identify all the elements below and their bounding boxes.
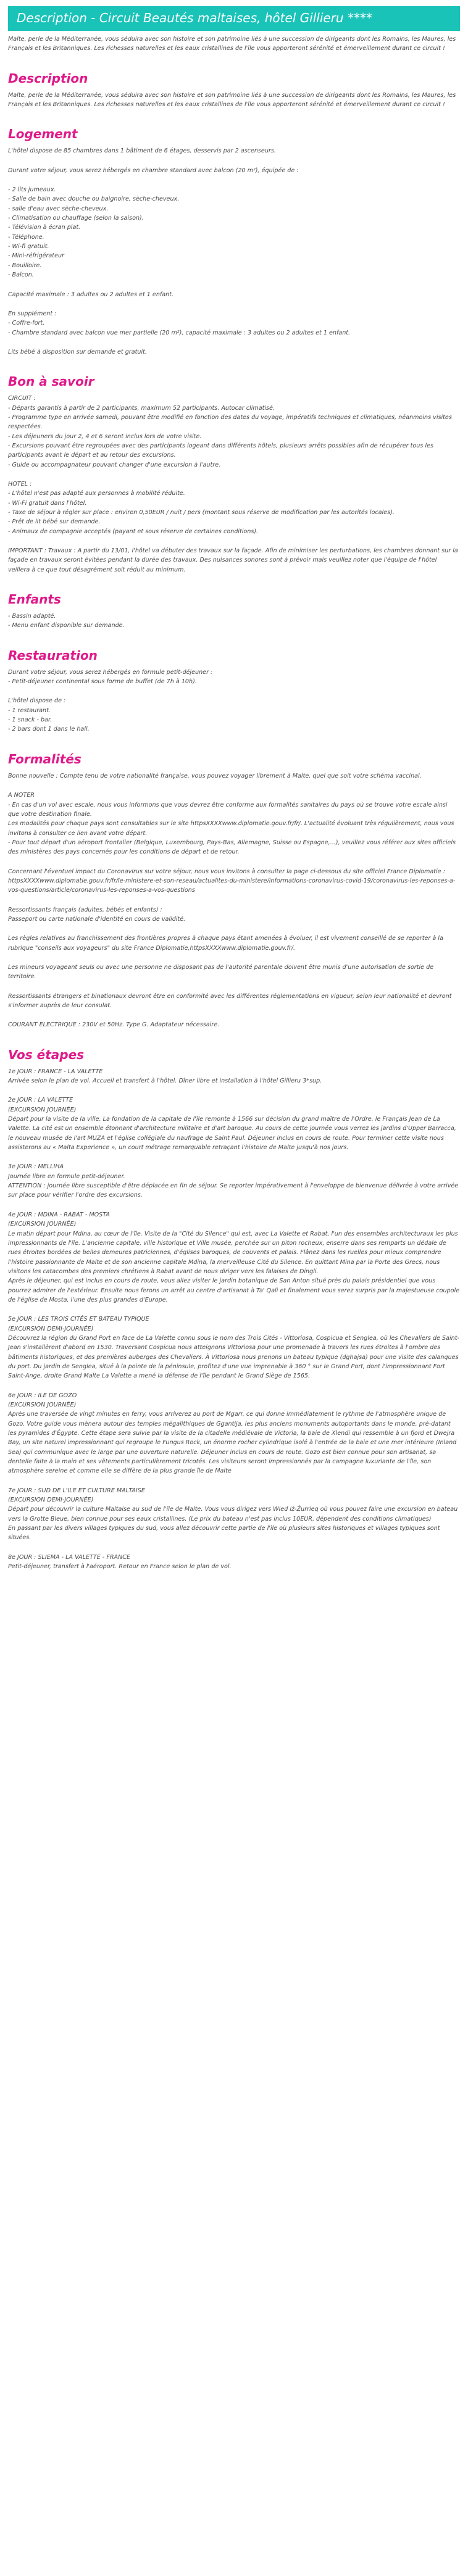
text-block bbox=[8, 1020, 460, 1029]
page-title: Description - Circuit Beautés maltaises, hôtel Gillieru **** bbox=[8, 6, 460, 31]
text-line: - En cas d'un vol avec escale, nous vous informons que vous devrez être conforme aux formalités sanitaires du pays où se trouve votre escale ainsi que votre destination finale. bbox=[8, 801, 448, 818]
text-line: - Chambre standard avec balcon vue mer partielle (20 m²), capacité maximale : 3 adultes ou 2 adultes et 1 enfant. bbox=[8, 329, 351, 336]
text-line: httpsXXXXwww.diplomatie.gouv.fr/fr/le-ministere-et-son-reseau/actualites-du-ministere/informations-coronavirus-covid-19/coronavirus-les-reponses-a-vos-questions/article/coronavirus-les-reponses-a-vos-questions bbox=[8, 877, 456, 894]
text-line: Ressortissants français (adultes, bébés et enfants) : bbox=[8, 906, 162, 913]
text-block bbox=[8, 771, 460, 781]
text-line: - 2 bars dont 1 dans le hall. bbox=[8, 726, 90, 733]
text-line: - Wi-fi gratuit. bbox=[8, 243, 49, 251]
sections-container bbox=[8, 71, 460, 1572]
text-line: - Balcon. bbox=[8, 272, 34, 279]
section-heading: Formalités bbox=[8, 751, 81, 767]
text-block bbox=[8, 1210, 460, 1305]
text-line: (EXCURSION DEMI-JOURNÉE) bbox=[8, 1497, 94, 1504]
text-block bbox=[8, 696, 460, 734]
text-line: Durant votre séjour, vous serez hébergés en chambre standard avec balcon (20 m²), équipée de : bbox=[8, 167, 299, 174]
section-heading: Description bbox=[8, 70, 88, 86]
text-line: Concernant l'éventuel impact du Coronavirus sur votre séjour, nous vous invitons à consulter la page ci-dessous du site officiel France Diplomatie : bbox=[8, 868, 445, 875]
text-line: - Mini-réfrigérateur bbox=[8, 252, 65, 260]
text-line: Capacité maximale : 3 adultes ou 2 adultes et 1 enfant. bbox=[8, 291, 174, 298]
text-block bbox=[8, 146, 460, 156]
text-block bbox=[8, 166, 460, 175]
text-line: (EXCURSION JOURNÉE) bbox=[8, 1221, 77, 1228]
text-line: A NOTER bbox=[8, 792, 35, 799]
text-line: - Wi-Fi gratuit dans l'hôtel. bbox=[8, 499, 87, 507]
text-block bbox=[8, 1162, 460, 1200]
text-line: 5e JOUR : LES TROIS CITÉS ET BATEAU TYPIQUE bbox=[8, 1316, 149, 1323]
text-line: Départ pour la visite de la ville. La fondation de la capitale de l'île remonte à 1566 sur décision du grand maître de l'Ordre, le Français Jean de La Valette. La cité est un ensemble étonnant d'architecture militaire et d'art baroque. Au cours de cette journée vous verrez les jardins d'Upper Barracca, le nouveau musée de l'art MUZA et l'église collégiale du naufrage de Saint Paul. Déjeuner inclus en cours de route. Pour terminer cette visite nous assisterons au « Malta Experience », un court métrage remarquable retraçant l'histoire de Malte jusqu'à nos jours. bbox=[8, 1116, 456, 1152]
text-block bbox=[8, 934, 460, 953]
text-line: - Climatisation ou chauffage (selon la saison). bbox=[8, 215, 144, 222]
text-line: - Téléphone. bbox=[8, 233, 44, 241]
text-line: Journée libre en formule petit-déjeuner. bbox=[8, 1173, 125, 1180]
text-block bbox=[8, 185, 460, 280]
text-line: - Menu enfant disponible sur demande. bbox=[8, 622, 125, 629]
text-line: - Taxe de séjour à régler sur place : environ 0,50EUR / nuit / pers (montant sous réserve de modification par les autorités locales). bbox=[8, 509, 395, 516]
section-heading: Enfants bbox=[8, 592, 61, 607]
text-line: - Guide ou accompagnateur pouvant changer d'une excursion à l'autre. bbox=[8, 461, 221, 468]
section-heading: Vos étapes bbox=[8, 1047, 85, 1062]
text-line: - Télévision à écran plat. bbox=[8, 224, 81, 231]
text-line: 6e JOUR : ILE DE GOZO bbox=[8, 1392, 77, 1399]
text-line: Après une traversée de vingt minutes en ferry, vous arriverez au port de Mgarr, ce qui donne immédiatement le rythme de l'atmosphère unique de Gozo. Votre guide vous mènera autour des temples mégalithiques de Ggantija, les plus anciens monuments autoportants dans le monde, pré-datant les pyramides d'Égypte. Cette étape sera suivie par la visite de la citadelle médiévale de Victoria, la baie de Xlendi qui ressemble à un fjord et Dwejra Bay, un site naturel impressionnant qui regroupe le Fungus Rock, un énorme rocher cylindrique isolé à l'entrée de la baie et une mer intérieure (Inland Sea) qui communique avec le large par une ouverture naturelle. Déjeuner inclus en cours de route. Gozo est bien connue pour son artisanat, sa dentelle faite à la main et ses vêtements particulièrement tricotés. Les visiteurs seront impressionnés par la campagne luxuriante de l'île, son atmosphère sereine et comme elle se diffère de la plus grande île de Malte bbox=[8, 1411, 457, 1475]
text-line: - Départs garantis à partir de 2 participants, maximum 52 participants. Autocar climatisé. bbox=[8, 404, 275, 412]
text-line: - Programme type en arrivée samedi, pouvant être modifié en fonction des dates du voyage, impératifs techniques et climatiques, néanmoins visites respectées. bbox=[8, 413, 452, 431]
text-line: - Coffre-fort. bbox=[8, 320, 45, 327]
text-line: 7e JOUR : SUD DE L'ILE ET CULTURE MALTAISE bbox=[8, 1487, 145, 1494]
text-line: 4e JOUR : MDINA - RABAT - MOSTA bbox=[8, 1211, 110, 1218]
text-block bbox=[8, 290, 460, 299]
text-block bbox=[8, 905, 460, 924]
text-block bbox=[8, 1095, 460, 1152]
text-line: - Animaux de compagnie acceptés (payant et sous réserve de certaines conditions). bbox=[8, 528, 259, 535]
text-block bbox=[8, 91, 460, 110]
text-line: - Prêt de lit bébé sur demande. bbox=[8, 518, 101, 526]
text-line: En supplément : bbox=[8, 310, 57, 317]
text-line: ATTENTION : journée libre susceptible d'être déplacée en fin de séjour. Se reporter impérativement à l'enveloppe de bienvenue délivrée à votre arrivée sur place pour vérifier l'ordre des excursions. bbox=[8, 1182, 459, 1199]
text-line: - 1 snack - bar. bbox=[8, 717, 52, 724]
text-block bbox=[8, 1315, 460, 1381]
intro-paragraph: Malte, perle de la Méditerranée, vous séduira avec son histoire et son patrimoine liés à une succession de dirigeants dont les Romains, les Maures, les Français et les Britanniques. Les richesses naturelles et les eaux cristallines de l'île vous apporteront sérénité et émerveillement durant ce circuit ! bbox=[8, 36, 456, 52]
text-line: L'hôtel dispose de : bbox=[8, 697, 66, 705]
text-line: Départ pour découvrir la culture Maltaise au sud de l'île de Malte. Vous vous dirigez vers Wied iż-Żurrieq où vous pouvez faire une excursion en bateau vers la Grotte Bleue, bien connue pour ses eaux cristallines. (Le prix du bateau n'est pas inclus 10EUR, dépendent des conditions climatiques) bbox=[8, 1506, 458, 1523]
text-line: Bonne nouvelle : Compte tenu de votre nationalité française, vous pouvez voyager librement à Malte, quel que soit votre schéma vaccinal. bbox=[8, 772, 422, 779]
text-block bbox=[8, 1391, 460, 1476]
text-block bbox=[8, 612, 460, 631]
section-enfants bbox=[8, 592, 460, 631]
text-line: - L'hôtel n'est pas adapté aux personnes à mobilité réduite. bbox=[8, 490, 185, 497]
text-line: - Bouilloire. bbox=[8, 262, 42, 269]
text-line: Passeport ou carte nationale d'identité en cours de validité. bbox=[8, 915, 186, 923]
text-line: Les mineurs voyageant seuls ou avec une personne ne disposant pas de l'autorité parentale doivent être munis d'une autorisation de sortie de territoire. bbox=[8, 963, 434, 981]
text-line: 2e JOUR : LA VALETTE bbox=[8, 1097, 73, 1104]
text-line: - Salle de bain avec douche ou baignoire, sèche-cheveux. bbox=[8, 196, 180, 203]
text-block bbox=[8, 1067, 460, 1086]
text-line: CIRCUIT : bbox=[8, 395, 36, 402]
text-line: Après le déjeuner, qui est inclus en cours de route, vous allez visiter le jardin botanique de San Anton situé près du palais présidentiel que vous pourrez admirer de l'extérieur. Ensuite nous ferons un arrêt au centre d'artisanat à Ta' Qali et finalement vous serez surpris par la majestueuse coupole de l'église de Mosta, l'une des plus grandes d'Europe. bbox=[8, 1278, 460, 1303]
section-formalites bbox=[8, 752, 460, 1030]
text-line: Petit-déjeuner, transfert à l'aéroport. Retour en France selon le plan de vol. bbox=[8, 1563, 232, 1571]
section-restauration bbox=[8, 648, 460, 734]
text-line: 8e JOUR : SLIEMA - LA VALETTE - FRANCE bbox=[8, 1553, 131, 1561]
text-line: - Pour tout départ d'un aéroport frontalier (Belgique, Luxembourg, Pays-Bas, Allemagne, Suisse ou Espagne,...), veuillez vous référer aux sites officiels des ministères des pays concernés pour les conditions de départ et de retour. bbox=[8, 839, 456, 856]
text-block bbox=[8, 963, 460, 982]
text-line: (EXCURSION DEMI-JOURNÉE) bbox=[8, 1325, 94, 1332]
text-line: COURANT ELECTRIQUE : 230V et 50Hz. Type G. Adaptateur nécessaire. bbox=[8, 1021, 220, 1029]
section-vos-etapes bbox=[8, 1047, 460, 1572]
text-line: - Excursions pouvant être regroupées avec des participants logeant dans différents hôtels, plusieurs arrêts possibles afin de récupérer tous les participants avant le départ et au retour des excursions. bbox=[8, 442, 433, 459]
section-logement bbox=[8, 127, 460, 357]
text-block bbox=[8, 992, 460, 1011]
text-line: Les modalités pour chaque pays sont consultables sur le site httpsXXXXwww.diplomatie.gouv.fr/fr/. L'actualité évoluant très régulièrement, nous vous invitons à consulter ce lien avant votre départ. bbox=[8, 820, 454, 837]
text-line: - Bassin adapté. bbox=[8, 613, 56, 620]
text-block bbox=[8, 309, 460, 338]
text-line: - salle d'eau avec sèche-cheveux. bbox=[8, 205, 109, 212]
text-line: Ressortissants étrangers et binationaux devront être en conformité avec les différentes réglementations en vigueur, selon leur nationalité et devront s'informer auprès de leur consulat. bbox=[8, 992, 452, 1009]
text-line: - Petit-déjeuner continental sous forme de buffet (de 7h à 10h). bbox=[8, 678, 197, 686]
text-line: Malte, perle de la Méditerranée, vous séduira avec son histoire et son patrimoine liés à une succession de dirigeants dont les Romains, les Maures, les Français et les Britanniques. Les richesses naturelles et les eaux cristallines de l'île vous apporteront sérénité et émerveillement durant ce circuit ! bbox=[8, 91, 456, 109]
section-heading: Logement bbox=[8, 127, 78, 142]
text-block bbox=[8, 668, 460, 687]
text-line: - Les déjeuners du jour 2, 4 et 6 seront inclus lors de votre visite. bbox=[8, 433, 202, 440]
text-line: Lits bébé à disposition sur demande et gratuit. bbox=[8, 348, 147, 355]
text-line: Découvrez la région du Grand Port en face de La Valette connu sous le nom des Trois Cités - Vittoriosa, Cospicua et Senglea, où les Chevaliers de Saint-Jean s'installèrent d'abord en 1530. Traversant Cospicua nous atteignons Vittoriosa pour une promenade à travers les rues étroites à l'ombre des bâtiments historiques, et des premières auberges des Chevaliers. À Vittoriosa nous prenons un bateau typique (dghajsa) pour une visite des calanques du port. Du jardin de Senglea, situé à la pointe de la péninsule, profitez d'une vue imprenable à 360 ° sur le Grand Port, dont l'impressionnant Fort Saint-Ange, droite Grand Malte La Valette a mené la défense de l'île pendant le Grand Siège de 1565. bbox=[8, 1334, 459, 1380]
text-line: Les règles relatives au franchissement des frontières propres à chaque pays étant amenées à évoluer, il est vivement conseillé de se reporter à la rubrique "conseils aux voyageurs" du site France Diplomatie,httpsXXXXwww.diplomatie.gouv.fr/. bbox=[8, 935, 443, 952]
text-block bbox=[8, 546, 460, 575]
text-block bbox=[8, 347, 460, 357]
text-line: L'hôtel dispose de 85 chambres dans 1 bâtiment de 6 étages, desservis par 2 ascenseurs. bbox=[8, 147, 276, 155]
text-block bbox=[8, 1486, 460, 1543]
text-line: Le matin départ pour Mdina, au cœur de l'île. Visite de la "Cité du Silence" qui est, avec La Valette et Rabat, l'un des ensembles architecturaux les plus impressionnants de l'île. L'ancienne capitale, ville historique et Ville musée, perchée sur un piton rocheux, enserre dans ses remparts un dédale de rues étroites bordées de belles demeures patriciennes, d'églises baroques, de couvents et palais. Flânez dans les ruelles pour mieux comprendre l'histoire passionnante de Malte et de son ancienne capitale Mdina, la merveilleuse Cité du Silence. En quittant Mina par la Porte des Grecs, nous visitons les catacombes des premiers chrétiens à Rabat avant de nous diriger vers les falaises de Dingli. bbox=[8, 1230, 458, 1275]
section-bon-a-savoir bbox=[8, 374, 460, 575]
text-block bbox=[8, 1553, 460, 1572]
text-line: 3e JOUR : MELLIHA bbox=[8, 1163, 64, 1171]
text-block bbox=[8, 480, 460, 536]
text-block bbox=[8, 791, 460, 857]
text-block bbox=[8, 394, 460, 470]
text-line: (EXCURSION JOURNÉE) bbox=[8, 1402, 77, 1408]
text-line: En passant par les divers villages typiques du sud, vous allez découvrir cette partie de l'île où plusieurs sites historiques et villages typiques sont situées. bbox=[8, 1525, 440, 1542]
text-line: - 1 restaurant. bbox=[8, 707, 51, 714]
text-line: (EXCURSION JOURNÉE) bbox=[8, 1106, 77, 1113]
text-line: Arrivée selon le plan de vol. Accueil et transfert à l'hôtel. Dîner libre et installation à l'hôtel Gillieru 3*sup. bbox=[8, 1078, 322, 1085]
text-line: 1e JOUR : FRANCE - LA VALETTE bbox=[8, 1068, 103, 1075]
text-line: HOTEL : bbox=[8, 480, 32, 488]
text-line: - 2 lits jumeaux. bbox=[8, 186, 56, 194]
text-block bbox=[8, 867, 460, 895]
section-heading: Bon à savoir bbox=[8, 374, 94, 389]
section-description bbox=[8, 71, 460, 110]
text-line: IMPORTANT : Travaux : A partir du 13/01, l'hôtel va débuter des travaux sur la façade. Afin de minimiser les perturbations, les chambres donnant sur la façade en travaux seront évitées pendant la durée des travaux. Des nuisances sonores sont à prévoir mais veuillez noter que l'équipe de l'hôtel veillera à ce que tout désagrément soit réduit au minimum. bbox=[8, 547, 458, 573]
text-line: Durant votre séjour, vous serez hébergés en formule petit-déjeuner : bbox=[8, 668, 213, 676]
section-heading: Restauration bbox=[8, 647, 98, 663]
